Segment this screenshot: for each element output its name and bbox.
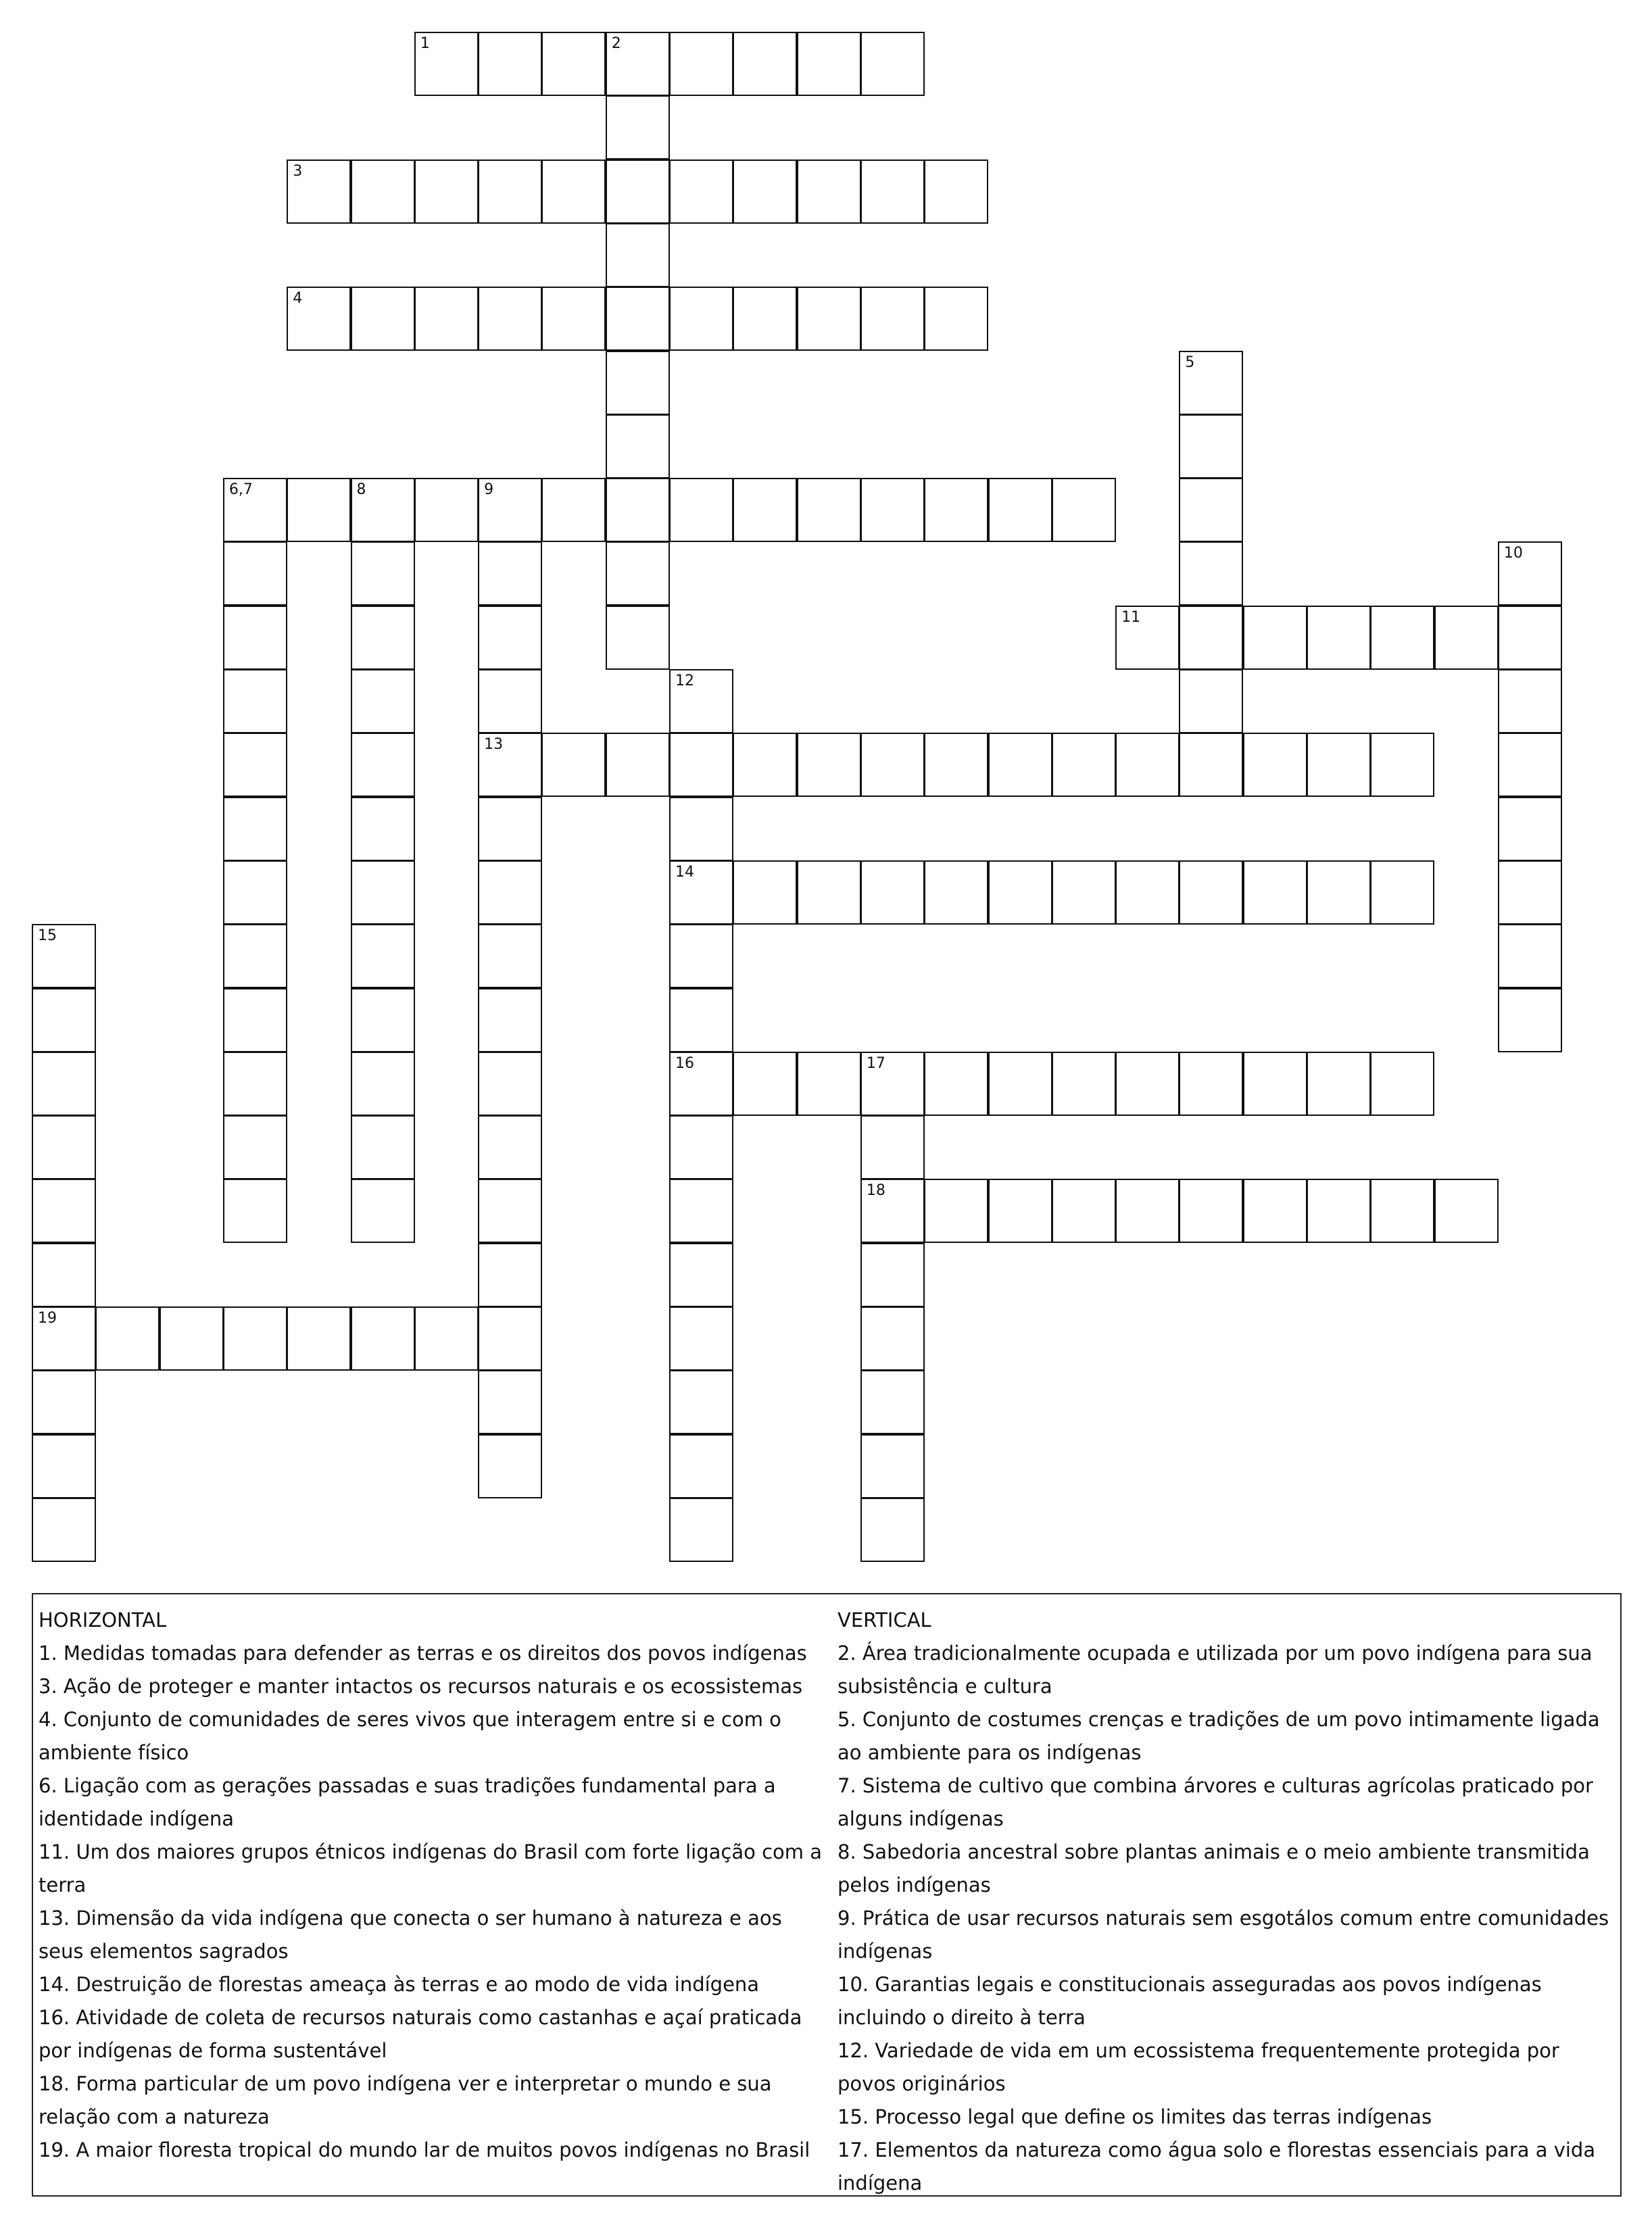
grid-cell[interactable] [1179,860,1243,925]
clue-horizontal-6: 6. Ligação com as gerações passadas e suas tradições fundamental para a identidade indígena [39,1774,776,1830]
grid-cell[interactable] [860,1434,925,1498]
clue-horizontal-13: 13. Dimensão da vida indígena que conecta o ser humano à natureza e aos seus elementos sagrados [39,1907,782,1963]
grid-cell[interactable] [478,1243,542,1307]
grid-cell[interactable] [669,32,733,96]
grid-cell[interactable] [606,223,670,287]
grid-cell[interactable] [606,287,670,351]
grid-cell[interactable] [1243,1179,1307,1243]
grid-cell[interactable] [351,733,415,797]
grid-cell[interactable] [988,478,1052,542]
grid-cell[interactable] [1370,1052,1434,1116]
grid-cell[interactable] [733,32,797,96]
grid-cell[interactable] [478,1434,542,1498]
grid-cell[interactable] [223,924,287,988]
grid-cell[interactable] [860,1115,925,1179]
grid-cell[interactable] [478,1306,542,1371]
grid-cell[interactable] [32,1370,96,1434]
grid-cell[interactable] [1434,606,1499,670]
grid-cell[interactable] [860,1370,925,1434]
grid-cell[interactable] [1243,860,1307,925]
grid-cell[interactable] [669,1434,733,1498]
grid-cell[interactable] [924,160,988,224]
grid-cell[interactable] [733,287,797,351]
grid-cell[interactable] [924,1052,988,1116]
grid-cell[interactable] [1307,860,1371,925]
grid-cell[interactable] [860,1179,925,1243]
grid-cell[interactable] [1179,1179,1243,1243]
grid-cell[interactable] [1307,733,1371,797]
grid-cell[interactable] [924,478,988,542]
grid-cell[interactable] [1498,797,1562,861]
vertical-clues [837,1604,1622,2200]
grid-cell[interactable] [1052,733,1116,797]
grid-cell[interactable] [797,160,861,224]
grid-cell[interactable] [669,924,733,988]
grid-cell[interactable] [606,95,670,160]
grid-cell[interactable] [32,1434,96,1498]
clue-number: 4 [293,290,303,308]
grid-cell[interactable] [32,1243,96,1307]
grid-cell[interactable] [1179,1052,1243,1116]
grid-cell[interactable] [1179,606,1243,670]
grid-cell[interactable] [223,478,287,542]
grid-cell[interactable] [988,1052,1052,1116]
grid-cell[interactable] [860,287,925,351]
grid-cell[interactable] [351,160,415,224]
clue-vertical-15: 15. Processo legal que define os limites das terras indígenas [837,2105,1432,2128]
clue-vertical-12: 12. Variedade de vida em um ecossistema frequentemente protegida por povos originários [837,2039,1559,2095]
grid-cell[interactable] [351,669,415,733]
grid-cell[interactable] [478,669,542,733]
grid-cell[interactable] [669,797,733,861]
clue-number: 15 [38,927,57,945]
grid-cell[interactable] [860,478,925,542]
grid-cell[interactable] [860,1243,925,1307]
clue-number: 14 [675,863,694,881]
clue-horizontal-3: 3. Ação de proteger e manter intactos os recursos naturais e os ecossistemas [39,1675,803,1698]
grid-cell[interactable] [1179,669,1243,733]
grid-cell[interactable] [95,1306,160,1371]
grid-cell[interactable] [669,1370,733,1434]
clue-number: 2 [611,35,621,52]
grid-cell[interactable] [32,1052,96,1116]
grid-cell[interactable] [988,1179,1052,1243]
grid-cell[interactable] [1243,606,1307,670]
grid-cell[interactable] [606,478,670,542]
grid-cell[interactable] [32,988,96,1052]
grid-cell[interactable] [1370,606,1434,670]
grid-cell[interactable] [478,541,542,606]
grid-cell[interactable] [860,160,925,224]
grid-cell[interactable] [797,860,861,925]
grid-cell[interactable] [733,733,797,797]
grid-cell[interactable] [351,988,415,1052]
grid-cell[interactable] [32,1498,96,1562]
grid-cell[interactable] [351,797,415,861]
grid-cell[interactable] [1115,1179,1180,1243]
clue-number: 16 [675,1054,694,1072]
clue-number: 10 [1503,545,1523,562]
grid-cell[interactable] [606,541,670,606]
grid-cell[interactable] [1307,1179,1371,1243]
grid-cell[interactable] [287,1306,351,1371]
grid-cell[interactable] [478,988,542,1052]
grid-cell[interactable] [669,1243,733,1307]
clue-number: 12 [675,672,694,689]
clue-number: 1 [420,35,430,52]
grid-cell[interactable] [1179,478,1243,542]
grid-cell[interactable] [988,860,1052,925]
grid-cell[interactable] [924,287,988,351]
grid-cell[interactable] [160,1306,224,1371]
grid-cell[interactable] [797,287,861,351]
grid-cell[interactable] [1179,351,1243,415]
grid-cell[interactable] [606,32,670,96]
grid-cell[interactable] [606,733,670,797]
grid-cell[interactable] [287,287,351,351]
grid-cell[interactable] [478,924,542,988]
grid-cell[interactable] [541,32,606,96]
clue-horizontal-18: 18. Forma particular de um povo indígena ver e interpretar o mundo e sua relação com a natureza [39,2072,772,2128]
grid-cell[interactable] [924,860,988,925]
grid-cell[interactable] [606,606,670,670]
grid-cell[interactable] [351,606,415,670]
grid-cell[interactable] [1179,414,1243,479]
clue-vertical-5: 5. Conjunto de costumes crenças e tradições de um povo intimamente ligada ao ambiente para os indígenas [837,1708,1600,1764]
grid-cell[interactable] [1115,606,1180,670]
grid-cell[interactable] [669,1498,733,1562]
grid-cell[interactable] [32,924,96,988]
grid-cell[interactable] [669,160,733,224]
clue-number: 19 [38,1310,57,1327]
grid-cell[interactable] [1115,1052,1180,1116]
grid-cell[interactable] [223,669,287,733]
grid-cell[interactable] [223,988,287,1052]
grid-cell[interactable] [1498,988,1562,1052]
grid-cell[interactable] [797,32,861,96]
grid-cell[interactable] [478,1179,542,1243]
clue-horizontal-19: 19. A maior floresta tropical do mundo lar de muitos povos indígenas no Brasil [39,2138,810,2161]
grid-cell[interactable] [1307,1052,1371,1116]
grid-cell[interactable] [32,1306,96,1371]
grid-cell[interactable] [351,1179,415,1243]
grid-cell[interactable] [669,733,733,797]
grid-cell[interactable] [351,860,415,925]
grid-cell[interactable] [860,1052,925,1116]
grid-cell[interactable] [797,1052,861,1116]
grid-cell[interactable] [1498,733,1562,797]
grid-cell[interactable] [351,287,415,351]
grid-cell[interactable] [1115,733,1180,797]
grid-cell[interactable] [669,478,733,542]
clue-number: 5 [1185,353,1195,371]
grid-cell[interactable] [924,1179,988,1243]
clue-vertical-2: 2. Área tradicionalmente ocupada e utilizada por um povo indígena para sua subsistência e cultura [837,1642,1593,1698]
clue-horizontal-4: 4. Conjunto de comunidades de seres vivos que interagem entre si e com o ambiente físico [39,1708,781,1764]
grid-cell[interactable] [1243,1052,1307,1116]
grid-cell[interactable] [478,1370,542,1434]
grid-cell[interactable] [669,1052,733,1116]
grid-cell[interactable] [1370,1179,1434,1243]
grid-cell[interactable] [478,797,542,861]
grid-cell[interactable] [223,606,287,670]
grid-cell[interactable] [414,32,479,96]
grid-cell[interactable] [541,287,606,351]
grid-cell[interactable] [1498,924,1562,988]
grid-cell[interactable] [606,414,670,479]
clues-box [32,1593,1622,2197]
horizontal-heading: HORIZONTAL [39,1609,167,1632]
grid-cell[interactable] [478,160,542,224]
grid-cell[interactable] [351,1115,415,1179]
grid-cell[interactable] [1498,669,1562,733]
clue-number: 6,7 [228,481,253,499]
grid-cell[interactable] [669,669,733,733]
clue-number: 18 [866,1182,885,1200]
vertical-heading: VERTICAL [837,1609,931,1632]
grid-cell[interactable] [351,1052,415,1116]
grid-cell[interactable] [287,160,351,224]
grid-cell[interactable] [988,733,1052,797]
clue-number: 13 [484,736,504,754]
clue-horizontal-14: 14. Destruição de florestas ameaça às terras e ao modo de vida indígena [39,1973,760,1996]
clue-horizontal-11: 11. Um dos maiores grupos étnicos indígenas do Brasil com forte ligação com a terra [39,1840,823,1896]
grid-cell[interactable] [860,32,925,96]
grid-cell[interactable] [32,1115,96,1179]
grid-cell[interactable] [1307,606,1371,670]
grid-cell[interactable] [1243,733,1307,797]
grid-cell[interactable] [1052,1052,1116,1116]
grid-cell[interactable] [606,160,670,224]
grid-cell[interactable] [478,1052,542,1116]
grid-cell[interactable] [414,287,479,351]
grid-cell[interactable] [478,606,542,670]
grid-cell[interactable] [797,478,861,542]
grid-cell[interactable] [669,988,733,1052]
grid-cell[interactable] [478,733,542,797]
grid-cell[interactable] [669,860,733,925]
grid-cell[interactable] [1115,860,1180,925]
grid-cell[interactable] [1498,860,1562,925]
grid-cell[interactable] [478,1115,542,1179]
clue-vertical-7: 7. Sistema de cultivo que combina árvores e culturas agrícolas praticado por alguns indígenas [837,1774,1593,1830]
grid-cell[interactable] [223,1052,287,1116]
clue-vertical-10: 10. Garantias legais e constitucionais asseguradas aos povos indígenas incluindo o direito à terra [837,1973,1542,2029]
grid-cell[interactable] [223,797,287,861]
grid-cell[interactable] [541,478,606,542]
horizontal-clues [39,1604,823,2167]
grid-cell[interactable] [1179,541,1243,606]
grid-cell[interactable] [1052,478,1116,542]
grid-cell[interactable] [351,1306,415,1371]
grid-cell[interactable] [1370,733,1434,797]
grid-cell[interactable] [351,541,415,606]
grid-cell[interactable] [1434,1179,1499,1243]
grid-cell[interactable] [606,351,670,415]
grid-cell[interactable] [733,160,797,224]
grid-cell[interactable] [669,1115,733,1179]
grid-cell[interactable] [32,1179,96,1243]
grid-cell[interactable] [223,1179,287,1243]
grid-cell[interactable] [860,1498,925,1562]
grid-cell[interactable] [223,1306,287,1371]
grid-cell[interactable] [223,733,287,797]
grid-cell[interactable] [541,733,606,797]
grid-cell[interactable] [223,1115,287,1179]
grid-cell[interactable] [414,478,479,542]
grid-cell[interactable] [733,478,797,542]
grid-cell[interactable] [478,32,542,96]
grid-cell[interactable] [669,1306,733,1371]
grid-cell[interactable] [541,160,606,224]
clue-horizontal-16: 16. Atividade de coleta de recursos naturais como castanhas e açaí praticada por indígenas de forma sustentável [39,2006,802,2062]
grid-cell[interactable] [478,287,542,351]
clue-vertical-17: 17. Elementos da natureza como água solo e florestas essenciais para a vida indígena [837,2138,1596,2195]
grid-cell[interactable] [223,541,287,606]
grid-cell[interactable] [414,160,479,224]
clue-number: 8 [356,481,366,499]
grid-cell[interactable] [287,478,351,542]
grid-cell[interactable] [478,478,542,542]
grid-cell[interactable] [414,1306,479,1371]
grid-cell[interactable] [1052,1179,1116,1243]
clue-number: 3 [293,162,303,180]
grid-cell[interactable] [860,733,925,797]
grid-cell[interactable] [669,1179,733,1243]
grid-cell[interactable] [1498,606,1562,670]
grid-cell[interactable] [669,287,733,351]
clue-vertical-8: 8. Sabedoria ancestral sobre plantas animais e o meio ambiente transmitida pelos indígenas [837,1840,1590,1896]
grid-cell[interactable] [860,860,925,925]
grid-cell[interactable] [1179,733,1243,797]
grid-cell[interactable] [733,860,797,925]
grid-cell[interactable] [1370,860,1434,925]
clue-number: 9 [484,481,494,499]
grid-cell[interactable] [478,860,542,925]
grid-cell[interactable] [351,924,415,988]
grid-cell[interactable] [733,1052,797,1116]
grid-cell[interactable] [924,733,988,797]
clue-number: 17 [866,1054,885,1072]
grid-cell[interactable] [1052,860,1116,925]
grid-cell[interactable] [351,478,415,542]
clue-horizontal-1: 1. Medidas tomadas para defender as terras e os direitos dos povos indígenas [39,1642,807,1665]
grid-cell[interactable] [860,1306,925,1371]
grid-cell[interactable] [797,733,861,797]
clue-vertical-9: 9. Prática de usar recursos naturais sem esgotálos comum entre comunidades indígenas [837,1907,1609,1963]
grid-cell[interactable] [223,860,287,925]
clue-number: 11 [1121,608,1141,626]
grid-cell[interactable] [1498,541,1562,606]
